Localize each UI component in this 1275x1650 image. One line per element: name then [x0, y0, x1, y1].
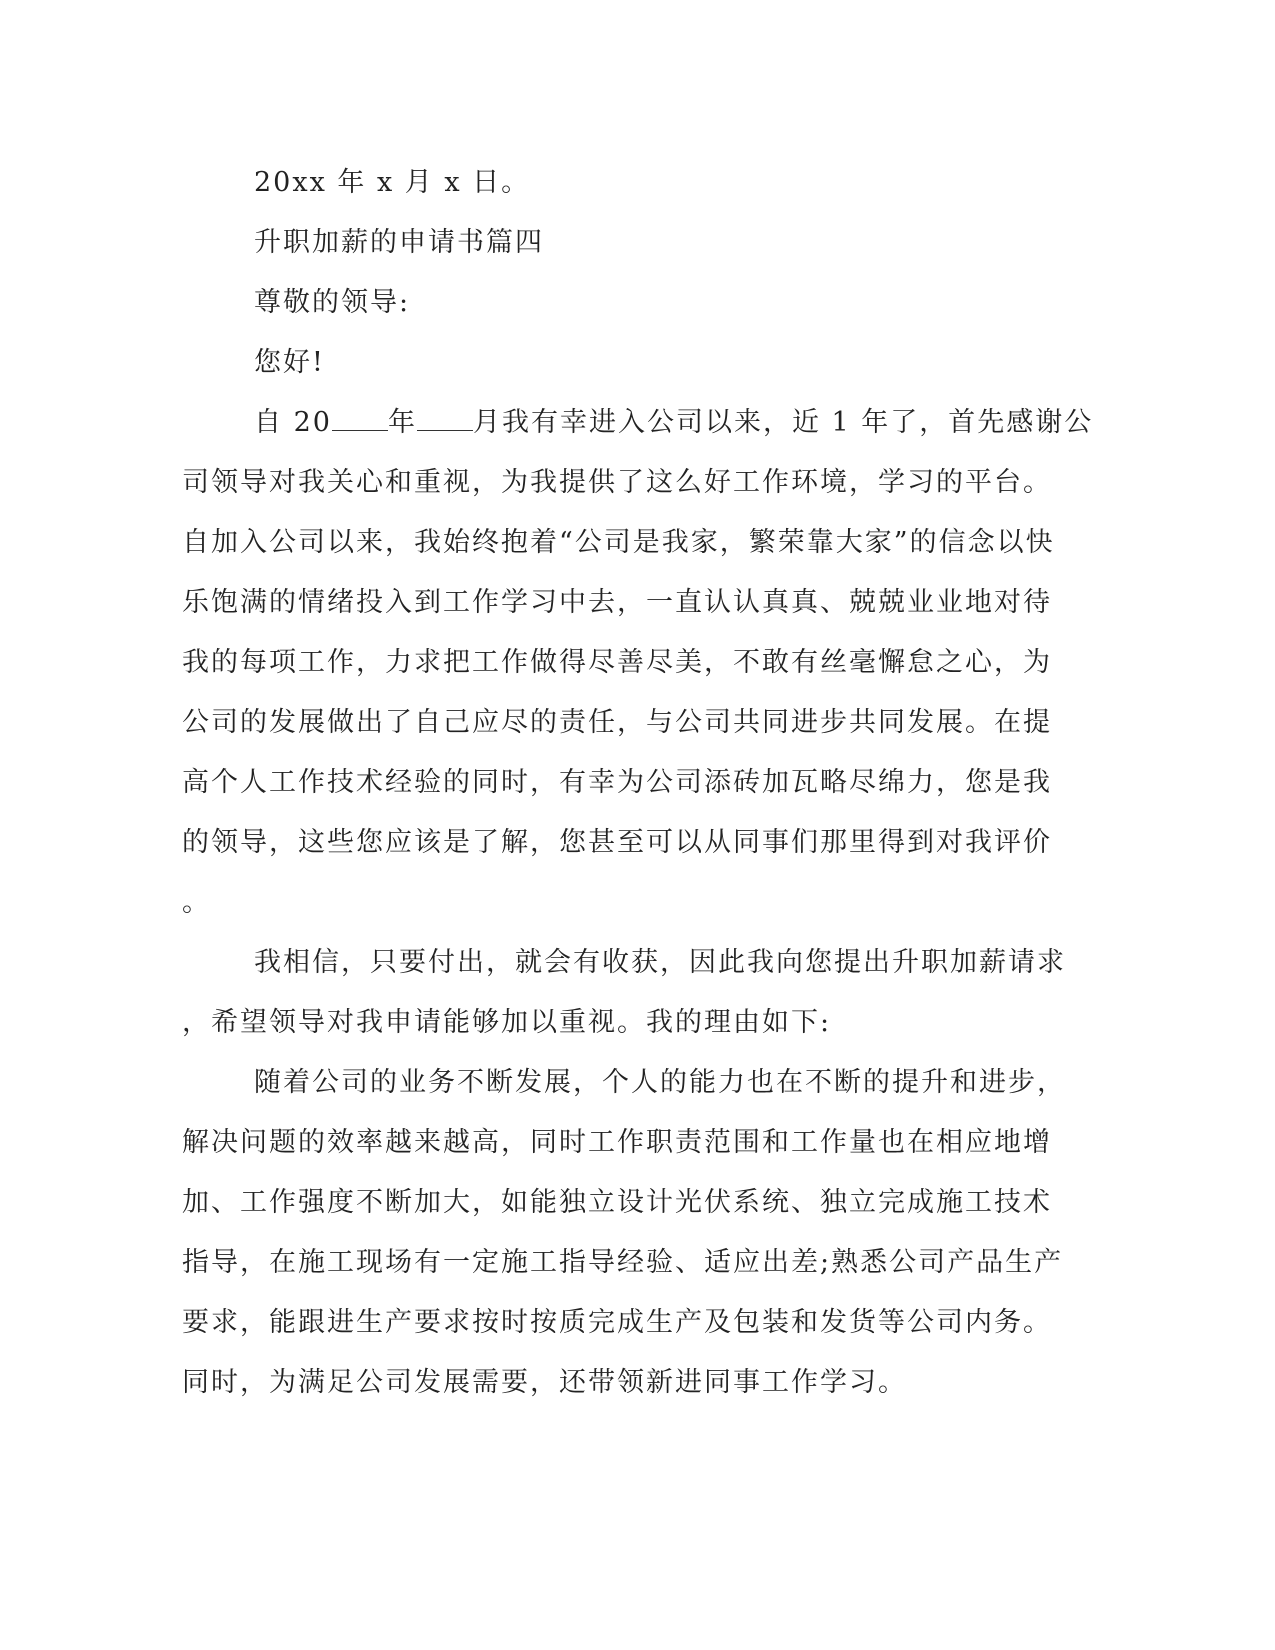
paragraph-3-line: 加、工作强度不断加大，如能独立设计光伏系统、独立完成施工技术 — [182, 1187, 1052, 1218]
paragraph-3 — [182, 1060, 1066, 1420]
paragraph-1-line: 乐饱满的情绪投入到工作学习中去，一直认认真真、兢兢业业地对待 — [182, 587, 1052, 618]
document-heading: 升职加薪的申请书篇四 — [254, 227, 544, 258]
paragraph-2 — [182, 940, 1066, 1060]
paragraph-3-line: 要求，能跟进生产要求按时按质完成生产及包装和发货等公司内务。 — [182, 1307, 1052, 1338]
paragraph-1-line: 我的每项工作，力求把工作做得尽善尽美，不敢有丝毫懈怠之心，为 — [182, 647, 1052, 678]
paragraph-1-line — [182, 400, 1094, 460]
date-line: 20xx 年 x 月 x 日。 — [254, 167, 531, 198]
paragraph-3-line: 随着公司的业务不断发展，个人的能力也在不断的提升和进步， — [254, 1067, 1066, 1098]
paragraph-3-line: 同时，为满足公司发展需要，还带领新进同事工作学习。 — [182, 1367, 907, 1398]
text-segment: 年 — [387, 407, 417, 438]
fill-in-blank — [417, 404, 473, 431]
salutation: 尊敬的领导: — [254, 287, 411, 318]
paragraph-1-line: 司领导对我关心和重视，为我提供了这么好工作环境，学习的平台。 — [182, 467, 1052, 498]
paragraph-1-line: 高个人工作技术经验的同时，有幸为公司添砖加瓦略尽绵力，您是我 — [182, 767, 1052, 798]
paragraph-2-line: ，希望领导对我申请能够加以重视。我的理由如下: — [182, 1007, 832, 1038]
text-segment: 月我有幸进入公司以来，近 1 年了，首先感谢公 — [472, 407, 1094, 438]
greeting: 您好! — [254, 347, 325, 378]
paragraph-2-line: 我相信，只要付出，就会有收获，因此我向您提出升职加薪请求 — [254, 947, 1066, 978]
paragraph-1 — [182, 400, 1094, 940]
paragraph-3-line: 指导，在施工现场有一定施工指导经验、适应出差;熟悉公司产品生产 — [182, 1247, 1064, 1278]
paragraph-1-line: 自加入公司以来，我始终抱着“公司是我家，繁荣靠大家”的信念以快 — [182, 527, 1055, 558]
fill-in-blank — [332, 404, 388, 431]
paragraph-1-line: 。 — [182, 887, 211, 918]
paragraph-1-line: 的领导，这些您应该是了解，您甚至可以从同事们那里得到对我评价 — [182, 827, 1052, 858]
paragraph-1-line: 公司的发展做出了自己应尽的责任，与公司共同进步共同发展。在提 — [182, 707, 1052, 738]
paragraph-3-line: 解决问题的效率越来越高，同时工作职责范围和工作量也在相应地增 — [182, 1127, 1052, 1158]
document-body — [182, 160, 1094, 1420]
text-segment: 自 20 — [254, 407, 332, 438]
